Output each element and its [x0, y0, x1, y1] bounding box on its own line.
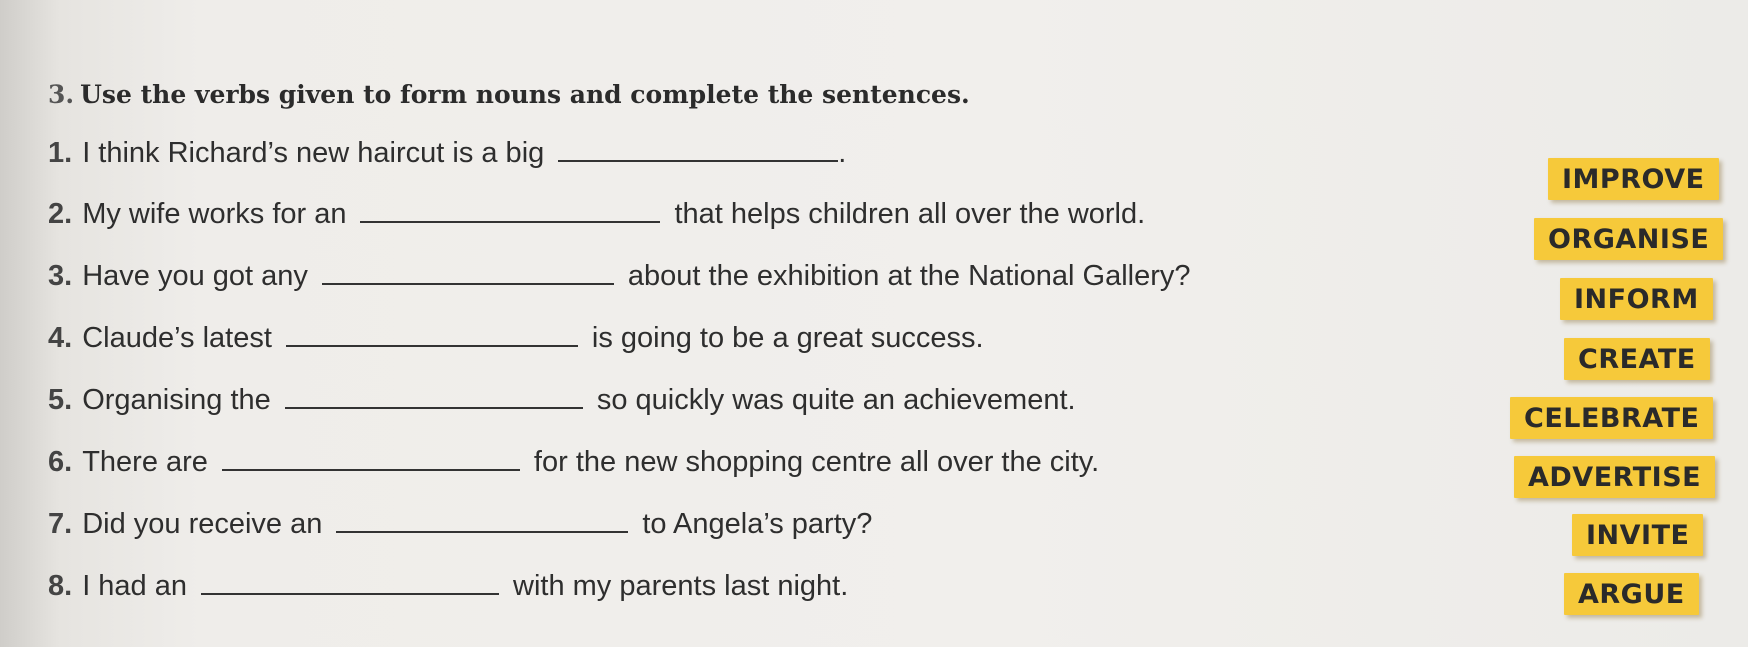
- sentence-after: to Angela’s party?: [642, 508, 873, 540]
- verb-box-inform: INFORM: [1560, 278, 1713, 320]
- answer-blank[interactable]: [558, 159, 838, 162]
- sentence-after: so quickly was quite an achievement.: [596, 384, 1076, 416]
- verb-box-celebrate: CELEBRATE: [1510, 397, 1713, 439]
- sentence-after: is going to be a great success.: [591, 322, 984, 354]
- sentence-2: [48, 198, 1145, 231]
- sentence-number: 7.: [48, 508, 73, 540]
- answer-blank[interactable]: [322, 282, 614, 285]
- sentence-after: about the exhibition at the National Gallery?: [627, 260, 1191, 292]
- sentence-after: that helps children all over the world.: [674, 198, 1146, 230]
- sentence-after: with my parents last night.: [513, 570, 849, 602]
- sentence-number: 5.: [48, 384, 73, 416]
- answer-blank[interactable]: [286, 344, 578, 347]
- sentence-4: [48, 322, 984, 355]
- verb-box-advertise: ADVERTISE: [1514, 456, 1715, 498]
- verb-box-invite: INVITE: [1572, 514, 1703, 556]
- verb-box-organise: ORGANISE: [1534, 218, 1723, 260]
- sentence-before: Organising the: [82, 384, 271, 416]
- verb-box-argue: ARGUE: [1564, 573, 1699, 615]
- sentence-number: 2.: [48, 198, 73, 230]
- verb-box-create: CREATE: [1564, 338, 1710, 380]
- answer-blank[interactable]: [222, 468, 520, 471]
- verb-box-improve: IMPROVE: [1548, 158, 1719, 200]
- sentence-after: .: [838, 137, 847, 169]
- exercise-instruction: [48, 80, 970, 109]
- exercise-number: 3.: [48, 80, 75, 109]
- sentence-before: There are: [82, 446, 208, 478]
- sentence-before: My wife works for an: [82, 198, 347, 230]
- sentence-before: Claude’s latest: [82, 322, 272, 354]
- sentence-number: 8.: [48, 570, 73, 602]
- sentence-after: for the new shopping centre all over the city.: [533, 446, 1100, 478]
- sentence-1: [48, 137, 846, 170]
- sentence-8: [48, 570, 848, 603]
- sentence-6: [48, 446, 1099, 479]
- answer-blank[interactable]: [360, 220, 660, 223]
- sentence-before: Have you got any: [82, 260, 308, 292]
- instruction-text: Use the verbs given to form nouns and complete the sentences.: [80, 80, 970, 109]
- sentence-5: [48, 384, 1076, 417]
- answer-blank[interactable]: [336, 530, 628, 533]
- sentence-number: 1.: [48, 137, 73, 169]
- answer-blank[interactable]: [201, 592, 499, 595]
- sentence-before: Did you receive an: [82, 508, 323, 540]
- answer-blank[interactable]: [285, 406, 583, 409]
- sentence-number: 4.: [48, 322, 73, 354]
- sentence-3: [48, 260, 1191, 293]
- sentence-before: I think Richard’s new haircut is a big: [82, 137, 545, 169]
- sentence-number: 3.: [48, 260, 73, 292]
- sentence-number: 6.: [48, 446, 73, 478]
- sentence-7: [48, 508, 872, 541]
- sentence-before: I had an: [82, 570, 188, 602]
